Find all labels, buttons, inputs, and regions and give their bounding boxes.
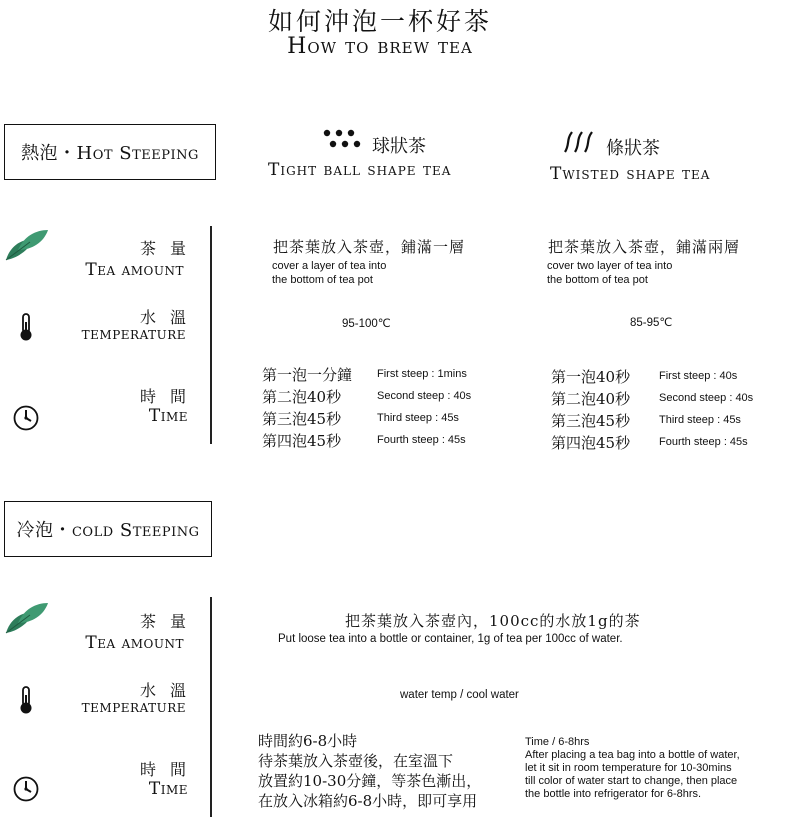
cold-time-en-line: till color of water start to change, then place <box>525 775 738 787</box>
hot-steeping-section-label: 熱泡・Hot Steeping <box>4 124 216 180</box>
ball-tea-icon <box>322 128 364 150</box>
twisted-temp: 85-95℃ <box>630 317 673 329</box>
cold-temp: water temp / cool water <box>400 689 519 701</box>
cold-steeping-section-label: 冷泡・cold Steeping <box>4 501 212 557</box>
twisted-step-en: First steep : 40s <box>659 370 738 382</box>
ball-step-en: Second steep : 40s <box>377 390 472 402</box>
ball-tea-name-en: Tight ball shape tea <box>268 160 452 180</box>
twisted-step-en: Second steep : 40s <box>659 392 754 404</box>
ball-step-zh: 第一泡一分鐘 <box>262 366 353 384</box>
twisted-step-zh: 第二泡40秒 <box>551 390 631 408</box>
ball-step-en: Third steep : 45s <box>377 412 459 424</box>
ball-amount-en-1: cover a layer of tea into <box>272 260 387 272</box>
label-time-zh: 時間 <box>139 387 200 406</box>
tea-leaf-icon <box>4 228 50 262</box>
cold-label-amount-zh: 茶量 <box>139 612 200 631</box>
label-amount-zh: 茶量 <box>139 239 200 258</box>
cold-label-temp-zh: 水溫 <box>139 681 200 700</box>
cold-time-en <box>525 736 740 801</box>
clock-icon <box>12 775 40 803</box>
twisted-amount-en-1: cover two layer of tea into <box>547 260 673 272</box>
ball-steps-en <box>377 364 471 450</box>
clock-icon <box>12 404 40 432</box>
twisted-step-en: Fourth steep : 45s <box>659 436 748 448</box>
hot-divider <box>210 226 212 444</box>
cold-time-en-line: the bottle into refrigerator for 6-8hrs. <box>525 788 702 800</box>
ball-step-en: Fourth steep : 45s <box>377 434 466 446</box>
twisted-step-zh: 第一泡40秒 <box>551 368 631 386</box>
cold-time-zh-line: 待茶葉放入茶壺後，在室溫下 <box>258 752 454 770</box>
ball-temp: 95-100℃ <box>342 318 391 330</box>
ball-amount-zh: 把茶葉放入茶壺，鋪滿一層 <box>273 238 466 256</box>
label-temp-zh: 水溫 <box>139 308 200 327</box>
cold-label-temp-en: temperature <box>81 697 186 717</box>
ball-steps-zh <box>262 365 352 451</box>
twisted-step-en: Third steep : 45s <box>659 414 741 426</box>
cold-time-en-line: After placing a tea bag into a bottle of water, <box>525 749 740 761</box>
cold-amount-zh: 把茶葉放入茶壺內，100cc的水放1g的茶 <box>345 612 641 630</box>
cold-label-time-zh: 時間 <box>139 760 200 779</box>
cold-time-en-line: let it sit in room temperature for 10-30mins <box>525 762 732 774</box>
cold-label-amount-en: Tea amount <box>85 633 184 653</box>
cold-label-time-en: Time <box>148 779 188 799</box>
ball-step-zh: 第三泡45秒 <box>262 410 342 428</box>
tea-leaf-icon <box>4 601 50 635</box>
cold-time-zh-line: 時間約6-8小時 <box>258 732 358 750</box>
twisted-step-zh: 第三泡45秒 <box>551 412 631 430</box>
ball-amount-en-2: the bottom of tea pot <box>272 274 373 286</box>
twisted-tea-name-en: Twisted shape tea <box>550 164 711 184</box>
cold-amount-en: Put loose tea into a bottle or container, 1g of tea per 100cc of water. <box>278 633 623 645</box>
ball-step-en: First steep : 1mins <box>377 368 467 380</box>
label-temp-en: temperature <box>81 324 186 344</box>
label-time-en: Time <box>148 406 188 426</box>
twisted-steps-zh <box>551 367 630 453</box>
twisted-amount-en-2: the bottom of tea pot <box>547 274 648 286</box>
twisted-tea-icon <box>562 128 598 156</box>
twisted-steps-en <box>659 366 753 452</box>
cold-time-zh <box>258 731 481 811</box>
twisted-step-zh: 第四泡45秒 <box>551 434 631 452</box>
twisted-tea-name-zh: 條狀茶 <box>606 138 660 159</box>
label-amount-en: Tea amount <box>85 260 184 280</box>
cold-time-zh-line: 在放入冰箱約6-8小時，即可享用 <box>258 792 478 810</box>
ball-step-zh: 第四泡45秒 <box>262 432 342 450</box>
twisted-amount-zh: 把茶葉放入茶壺，鋪滿兩層 <box>548 238 741 256</box>
cold-divider <box>210 597 212 817</box>
cold-time-en-line: Time / 6-8hrs <box>525 736 590 748</box>
cold-time-zh-line: 放置約10-30分鐘，等茶色漸出， <box>258 772 482 790</box>
page-title-en: How to brew tea <box>287 34 473 59</box>
ball-tea-name-zh: 球狀茶 <box>372 136 426 157</box>
page-title-zh: 如何沖泡一杯好茶 <box>267 7 492 36</box>
ball-step-zh: 第二泡40秒 <box>262 388 342 406</box>
